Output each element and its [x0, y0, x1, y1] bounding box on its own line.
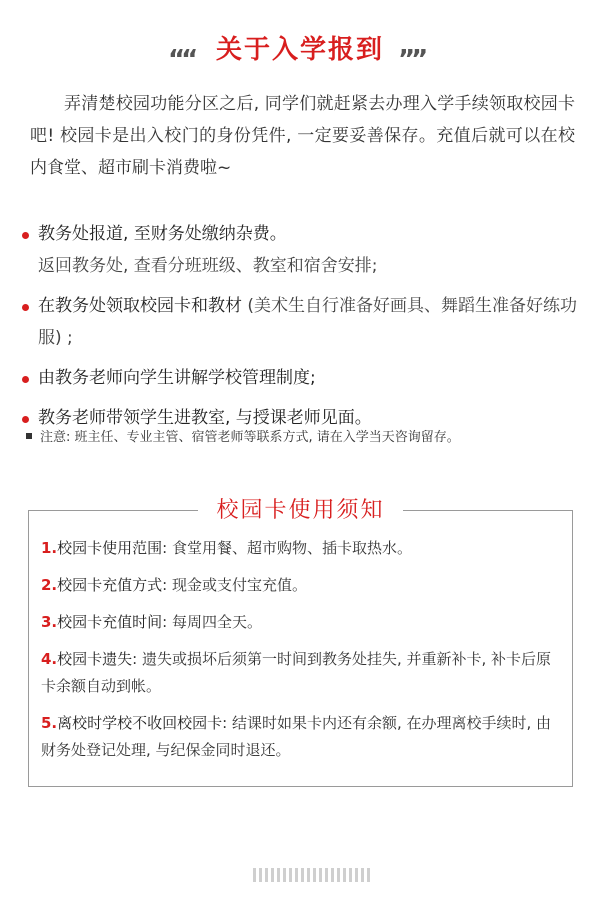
- rule-number: 2.: [41, 576, 58, 594]
- procedure-step: [22, 218, 582, 282]
- rule-number: 1.: [41, 539, 58, 557]
- divider-dash: [337, 868, 340, 882]
- divider-dash: [271, 868, 274, 882]
- card-rule-item: [41, 535, 566, 562]
- section-header: [0, 30, 600, 75]
- divider-dash: [349, 868, 352, 882]
- step-detail: (美术生自行准备好画具、舞蹈生准备好练功服) ;: [38, 296, 578, 348]
- divider-dash: [343, 868, 346, 882]
- divider-dash: [277, 868, 280, 882]
- page-divider-dots: [253, 868, 370, 882]
- divider-dash: [325, 868, 328, 882]
- card-title: 校园卡使用须知: [198, 491, 402, 531]
- divider-dash: [319, 868, 322, 882]
- rule-text: : 结课时如果卡内还有余额, 在办理离校手续时, 由财务处登记处理, 与纪保金同时退还。: [41, 714, 552, 759]
- square-bullet-icon: [26, 433, 32, 439]
- rule-number: 4.: [41, 650, 58, 668]
- bullet-icon: [22, 416, 29, 423]
- rule-number: 5.: [41, 714, 58, 732]
- card-rule-item: [41, 646, 566, 700]
- divider-dash: [367, 868, 370, 882]
- divider-dash: [361, 868, 364, 882]
- card-rule-item: [41, 609, 566, 636]
- divider-dash: [283, 868, 286, 882]
- divider-dash: [331, 868, 334, 882]
- divider-dash: [295, 868, 298, 882]
- bullet-icon: [22, 304, 29, 311]
- quote-left-icon: ““: [168, 45, 195, 75]
- divider-dash: [301, 868, 304, 882]
- rule-label: 校园卡充值方式: [57, 576, 163, 594]
- procedure-step: [22, 290, 582, 354]
- step-title-text: 在教务处领取校园卡和教材: [38, 296, 242, 316]
- rule-text: : 每周四全天。: [162, 613, 262, 631]
- step-title: [38, 290, 582, 354]
- rule-label: 离校时学校不收回校园卡: [57, 714, 223, 732]
- step-title: 教务处报道, 至财务处缴纳杂费。: [38, 224, 287, 244]
- rule-label: 校园卡使用范围: [57, 539, 163, 557]
- rule-label: 校园卡遗失: [57, 650, 133, 668]
- procedure-list: [22, 218, 582, 442]
- divider-dash: [313, 868, 316, 882]
- rule-label: 校园卡充值时间: [57, 613, 163, 631]
- step-title: 教务老师带领学生进教室, 与授课老师见面。: [38, 408, 372, 428]
- card-rules-list: [41, 535, 566, 774]
- page-title: 关于入学报到: [215, 35, 384, 65]
- rule-text: : 现金或支付宝充值。: [162, 576, 307, 594]
- rule-number: 3.: [41, 613, 58, 631]
- card-title-wrap: [29, 491, 572, 531]
- procedure-step: [22, 362, 582, 394]
- card-rule-item: [41, 572, 566, 599]
- note-content: 注意: 班主任、专业主管、宿管老师等联系方式, 请在入学当天咨询留存。: [40, 430, 460, 445]
- bullet-icon: [22, 376, 29, 383]
- bullet-icon: [22, 232, 29, 239]
- note-text: [26, 428, 586, 448]
- quote-right-icon: ””: [398, 45, 425, 75]
- intro-paragraph: 弄清楚校园功能分区之后, 同学们就赶紧去办理入学手续领取校园卡吧! 校园卡是出入校门的身份凭件, 一定要妥善保存。充值后就可以在校内食堂、超市刷卡消费啦~: [30, 94, 575, 178]
- divider-dash: [307, 868, 310, 882]
- campus-card-notice-box: [28, 498, 573, 787]
- step-detail: 返回教务处, 查看分班班级、教室和宿舍安排;: [38, 256, 378, 276]
- divider-dash: [289, 868, 292, 882]
- divider-dash: [259, 868, 262, 882]
- rule-text: : 食堂用餐、超市购物、插卡取热水。: [162, 539, 412, 557]
- divider-dash: [253, 868, 256, 882]
- divider-dash: [265, 868, 268, 882]
- divider-dash: [355, 868, 358, 882]
- step-title: 由教务老师向学生讲解学校管理制度;: [38, 368, 316, 388]
- card-rule-item: [41, 710, 566, 764]
- rule-text: : 遗失或损坏后须第一时间到教务处挂失, 并重新补卡, 补卡后原卡余额自动到帐。: [41, 650, 552, 695]
